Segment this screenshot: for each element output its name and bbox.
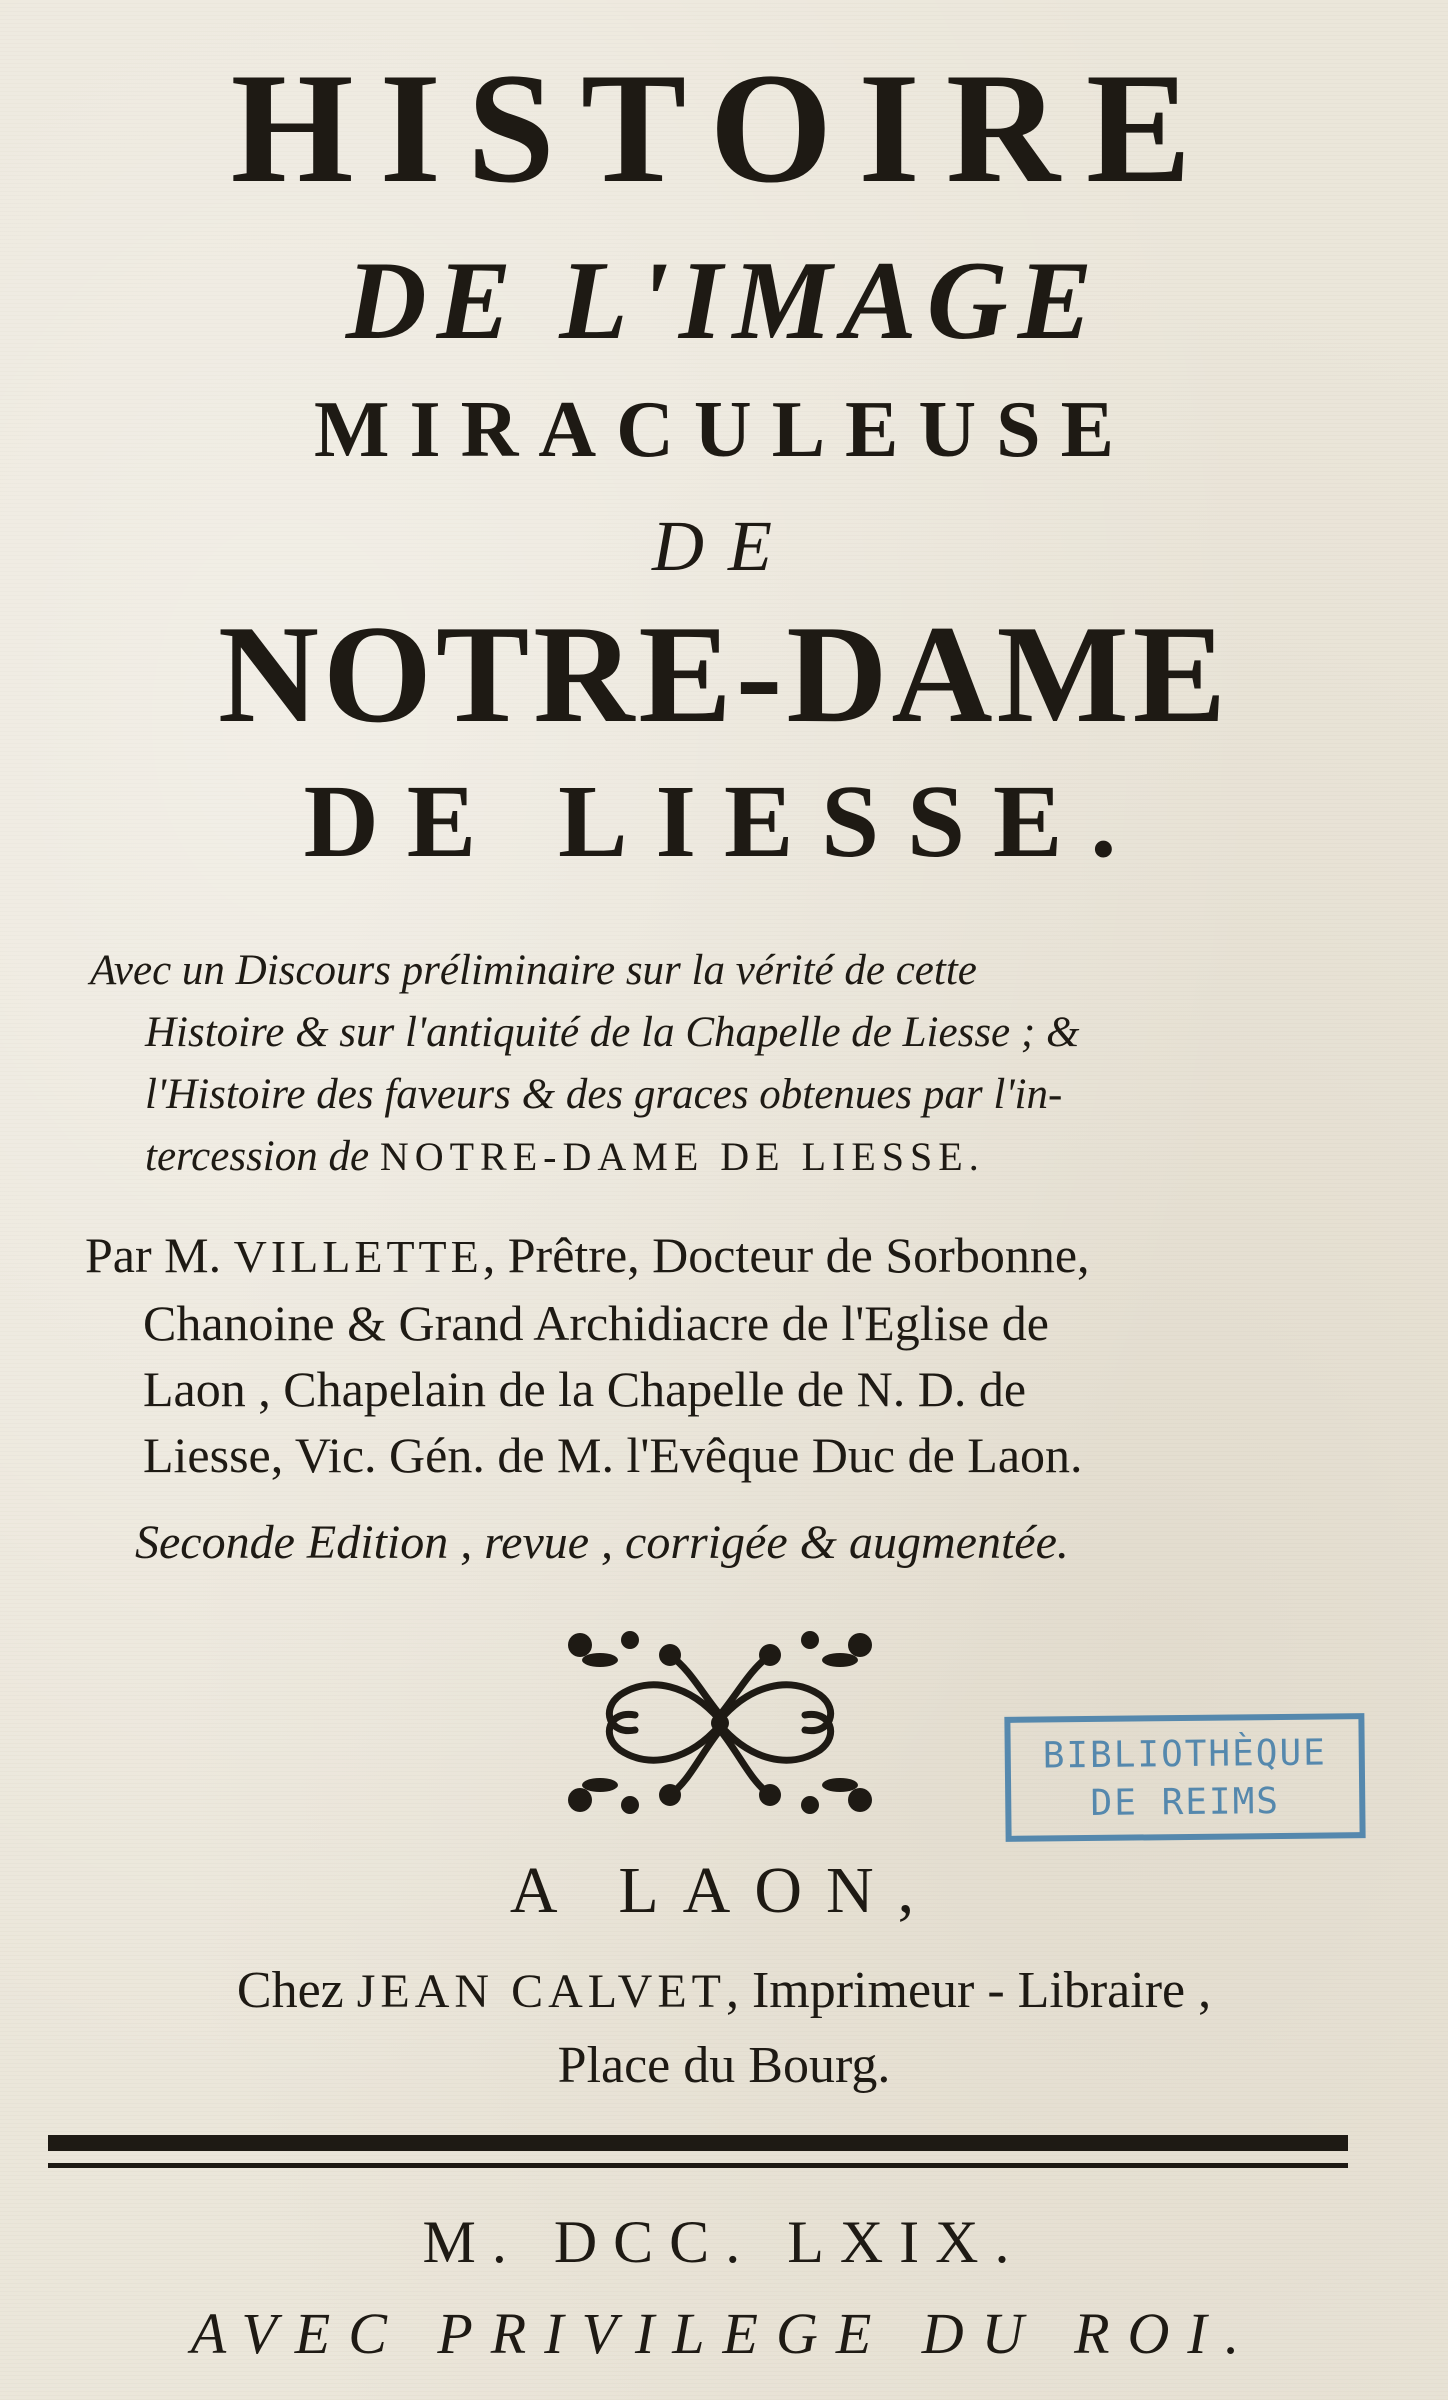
title-line-notre-dame: NOTRE-DAME: [217, 597, 1231, 752]
author-block: [85, 1222, 1385, 1488]
imprint-printer-role: , Imprimeur - Libraire ,: [725, 1962, 1212, 2019]
royal-privilege: AVEC PRIVILEGE DU ROI.: [190, 2301, 1258, 2366]
author-name: VILLETTE: [233, 1231, 483, 1282]
imprint-printer: [0, 1962, 1448, 2019]
author-title: , Prêtre, Docteur de Sorbonne,: [482, 1227, 1090, 1283]
title-line-de-liesse: DE LIESSE.: [303, 764, 1145, 879]
title-line-de-limage: DE L'IMAGE: [345, 239, 1103, 363]
author-prefix: Par M.: [85, 1227, 234, 1283]
subtitle-line: l'Histoire des faveurs & des graces obtenues par l'in-: [145, 1071, 1063, 1118]
subtitle-line: Histoire & sur l'antiquité de la Chapelle de Liesse ; &: [145, 1009, 1080, 1056]
library-stamp: [1004, 1713, 1365, 1842]
subtitle-line: Avec un Discours préliminaire sur la vérité de cette: [90, 947, 977, 994]
stamp-line: BIBLIOTHÈQUE: [1042, 1732, 1328, 1777]
subtitle-smallcaps: NOTRE-DAME DE LIESSE.: [379, 1134, 985, 1179]
floral-ornament-icon: [550, 1615, 890, 1830]
imprint-printer-prefix: Chez: [236, 1962, 357, 2019]
imprint-address: Place du Bourg.: [557, 2037, 891, 2094]
stamp-line: DE REIMS: [1090, 1781, 1281, 1824]
author-line: Laon , Chapelain de la Chapelle de N. D. de: [143, 1361, 1027, 1417]
divider-rule: [48, 2163, 1348, 2168]
title-line-miraculeuse: MIRACULEUSE: [313, 386, 1135, 474]
imprint-place: A LAON,: [509, 1854, 939, 1927]
author-line: [85, 1222, 1385, 1290]
title-line-histoire: HISTOIRE: [230, 41, 1218, 216]
divider-rule: [48, 2135, 1348, 2151]
imprint-printer-name: JEAN CALVET: [356, 1965, 726, 2018]
subtitle-text: tercession de: [145, 1133, 380, 1180]
edition-note: Seconde Edition , revue , corrigée & augmentée.: [135, 1516, 1069, 1569]
subtitle-line: [90, 1126, 1380, 1188]
publication-date: M. DCC. LXIX.: [422, 2209, 1026, 2275]
author-line: Chanoine & Grand Archidiacre de l'Eglise de: [143, 1295, 1049, 1351]
subtitle-block: [90, 940, 1380, 1188]
title-line-de: DE: [652, 506, 796, 586]
author-line: Liesse, Vic. Gén. de M. l'Evêque Duc de Laon.: [143, 1427, 1083, 1483]
